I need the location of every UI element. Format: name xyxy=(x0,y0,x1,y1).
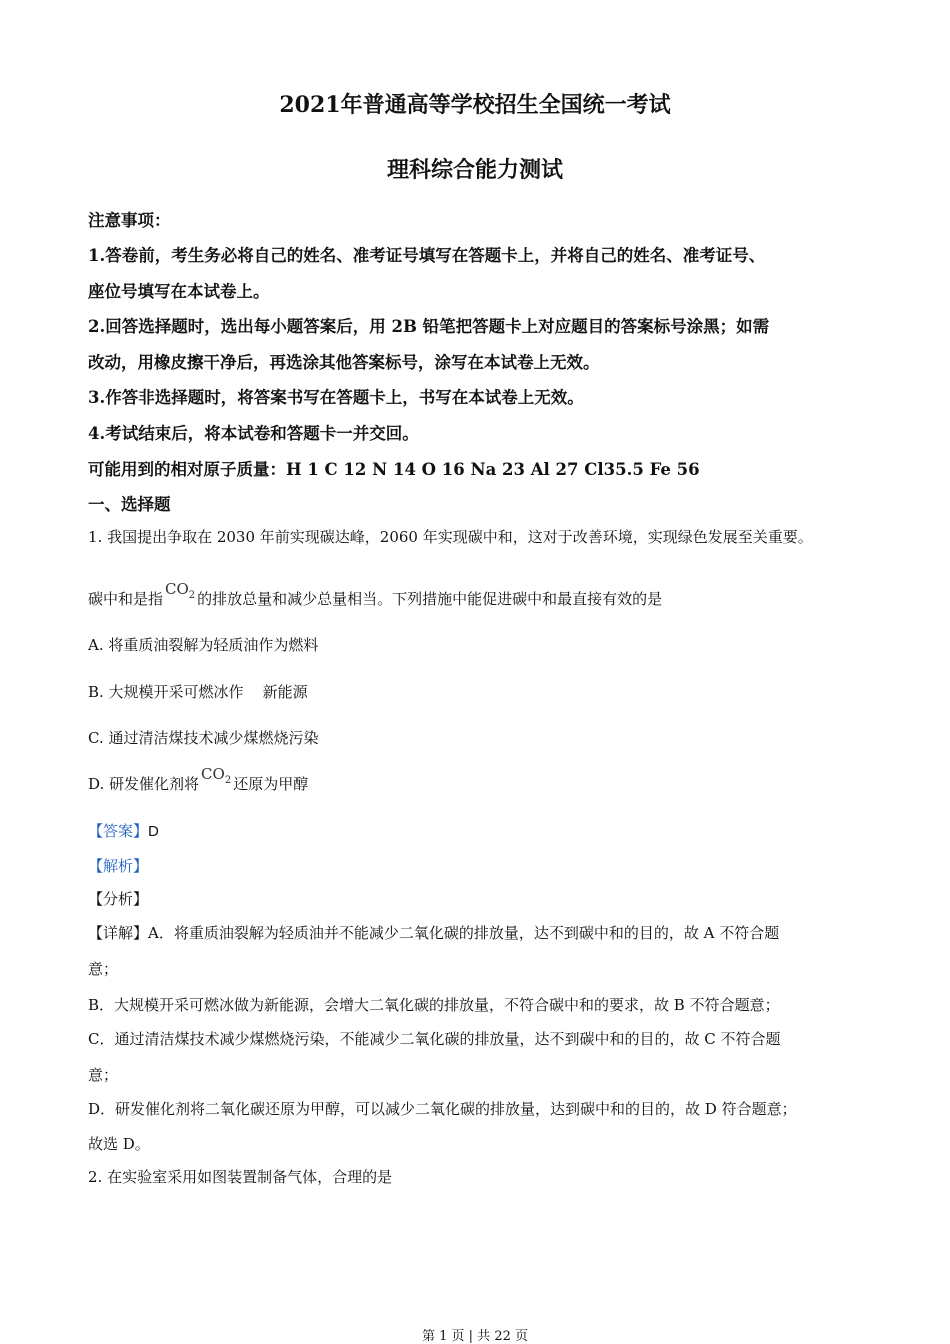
co2-main: CO xyxy=(201,765,225,783)
page-footer: 第 1 页 | 共 22 页 xyxy=(422,1329,528,1344)
option-d-text-after: 还原为甲醇 xyxy=(233,775,309,793)
question-2-stem: 2. 在实验室采用如图装置制备气体，合理的是 xyxy=(88,1168,393,1186)
option-b xyxy=(88,681,308,702)
option-b-text: B. 大规模开采可燃冰作 新能源 xyxy=(88,683,308,701)
answer-line xyxy=(88,820,159,841)
option-d-text-before: D. 研发催化剂将 xyxy=(88,775,200,793)
notice-item-4: 4.考试结束后，将本试卷和答题卡一并交回。 xyxy=(88,424,419,443)
co2-sub: 2 xyxy=(188,590,196,601)
notice-item-3: 3.作答非选择题时，将答案书写在答题卡上，书写在本试卷上无效。 xyxy=(88,388,584,407)
analysis-label: 【解析】 xyxy=(88,857,149,875)
option-a: A. 将重质油裂解为轻质油作为燃料 xyxy=(88,636,319,654)
section-title: 一、选择题 xyxy=(88,495,171,514)
notice-item-1-line-1: 1.答卷前，考生务必将自己的姓名、准考证号填写在答题卡上，并将自己的姓名、准考证号、 xyxy=(88,246,766,265)
detail-d: D．研发催化剂将二氧化碳还原为甲醇，可以减少二氧化碳的排放量，达到碳中和的目的，故 D 符合题意； xyxy=(88,1100,797,1118)
conclusion: 故选 D。 xyxy=(88,1135,150,1153)
detail-line-2: 意； xyxy=(88,960,119,978)
detail-b: B．大规模开采可燃冰做为新能源，会增大二氧化碳的排放量，不符合碳中和的要求，故 B 不符合题意； xyxy=(88,996,780,1014)
stem-text-before: 碳中和是指 xyxy=(88,590,164,608)
fenxi-label: 【分析】 xyxy=(88,890,149,908)
answer-label: 【答案】 xyxy=(88,822,149,840)
notice-item-2-line-2: 改动，用橡皮擦干净后，再选涂其他答案标号，涂写在本试卷上无效。 xyxy=(88,353,600,372)
detail-line-1: 【详解】A．将重质油裂解为轻质油并不能减少二氧化碳的排放量，达不到碳中和的目的，故 A 不符合题 xyxy=(88,924,780,942)
answer-value: D xyxy=(148,823,159,840)
question-1-stem-line-2 xyxy=(88,580,663,611)
co2-sub: 2 xyxy=(224,775,232,786)
page-subtitle: 理科综合能力测试 xyxy=(386,157,563,183)
detail-c-line-2: 意； xyxy=(88,1066,119,1084)
detail-c-line-1: C．通过清洁煤技术减少煤燃烧污染，不能减少二氧化碳的排放量，达不到碳中和的目的，故 C 不符合题 xyxy=(88,1030,781,1048)
notice-item-1-line-2: 座位号填写在本试卷上。 xyxy=(88,282,270,301)
co2-formula xyxy=(165,580,196,601)
notice-heading: 注意事项： xyxy=(88,211,171,230)
co2-formula xyxy=(201,765,232,786)
option-c: C. 通过清洁煤技术减少煤燃烧污染 xyxy=(88,729,319,747)
option-d xyxy=(88,765,309,796)
notice-item-2-line-1: 2.回答选择题时，选出每小题答案后，用 2B 铅笔把答题卡上对应题目的答案标号涂黑；如需 xyxy=(88,317,770,336)
stem-text-after: 的排放总量和减少总量相当。下列措施中能促进碳中和最直接有效的是 xyxy=(197,590,663,608)
question-1-stem-line-1: 1. 我国提出争取在 2030 年前实现碳达峰，2060 年实现碳中和，这对于改善环境，实现绿色发展至关重要。 xyxy=(88,528,813,546)
page-title: 2021年普通高等学校招生全国统一考试 xyxy=(279,92,671,118)
co2-main: CO xyxy=(165,580,189,598)
atomic-masses: 可能用到的相对原子质量：H 1 C 12 N 14 O 16 Na 23 Al 27 Cl35.5 Fe 56 xyxy=(88,460,700,479)
